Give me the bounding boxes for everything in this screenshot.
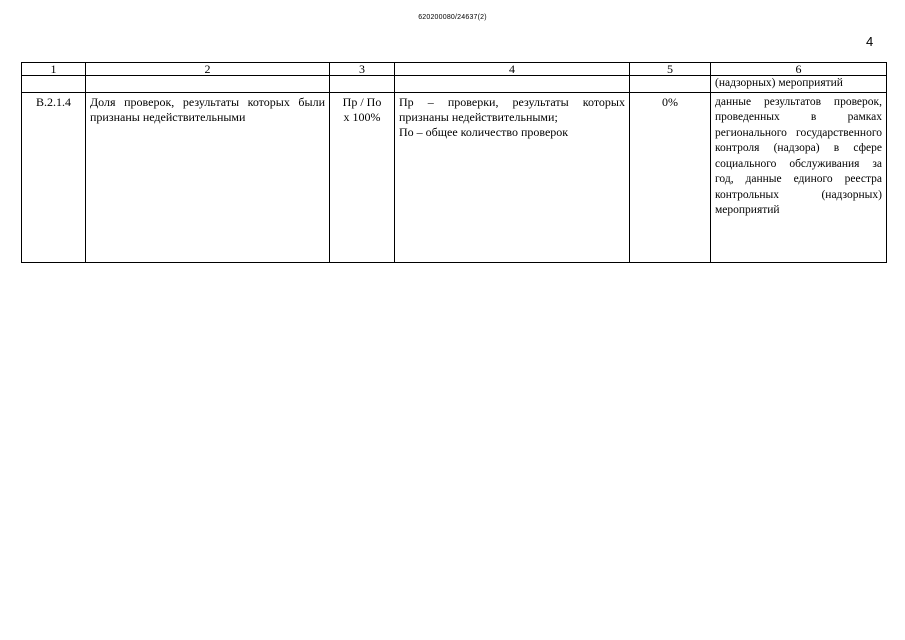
indicator-name: Доля проверок, результаты которых были признаны недействительными — [86, 92, 330, 262]
column-header-2: 2 — [86, 63, 330, 76]
description-line: По – общее количество проверок — [399, 124, 569, 139]
indicator-table — [21, 62, 887, 263]
formula-line: х 100% — [343, 109, 381, 124]
indicator-source: данные результатов проверок, проведенных в рамках регионального государственного контроля (надзора) в сфере социального обслуживания за год, данные единого реестра контрольных (надзорных) мероприятий — [711, 92, 887, 262]
continuation-cell-empty — [330, 76, 395, 93]
column-header-3: 3 — [330, 63, 395, 76]
formula-line: Пр / По — [342, 94, 382, 109]
column-header-6: 6 — [711, 63, 887, 76]
column-header-4: 4 — [395, 63, 630, 76]
indicator-description — [395, 92, 630, 262]
indicator-target: 0% — [630, 92, 711, 262]
continuation-cell-empty — [630, 76, 711, 93]
table-row — [22, 92, 887, 262]
column-header-5: 5 — [630, 63, 711, 76]
indicator-code: В.2.1.4 — [22, 92, 86, 262]
column-number-row — [22, 63, 887, 76]
continuation-cell-empty — [86, 76, 330, 93]
page-number: 4 — [866, 34, 874, 49]
continuation-cell-empty — [395, 76, 630, 93]
indicator-formula — [330, 92, 395, 262]
continuation-cell-empty — [22, 76, 86, 93]
document-code: 620200080/24637(2) — [418, 14, 487, 21]
continuation-cell-source: (надзорных) мероприятий — [711, 76, 887, 93]
continuation-row — [22, 76, 887, 93]
column-header-1: 1 — [22, 63, 86, 76]
description-line: Пр – проверки, результаты которых признаны недействительными; — [399, 94, 625, 124]
